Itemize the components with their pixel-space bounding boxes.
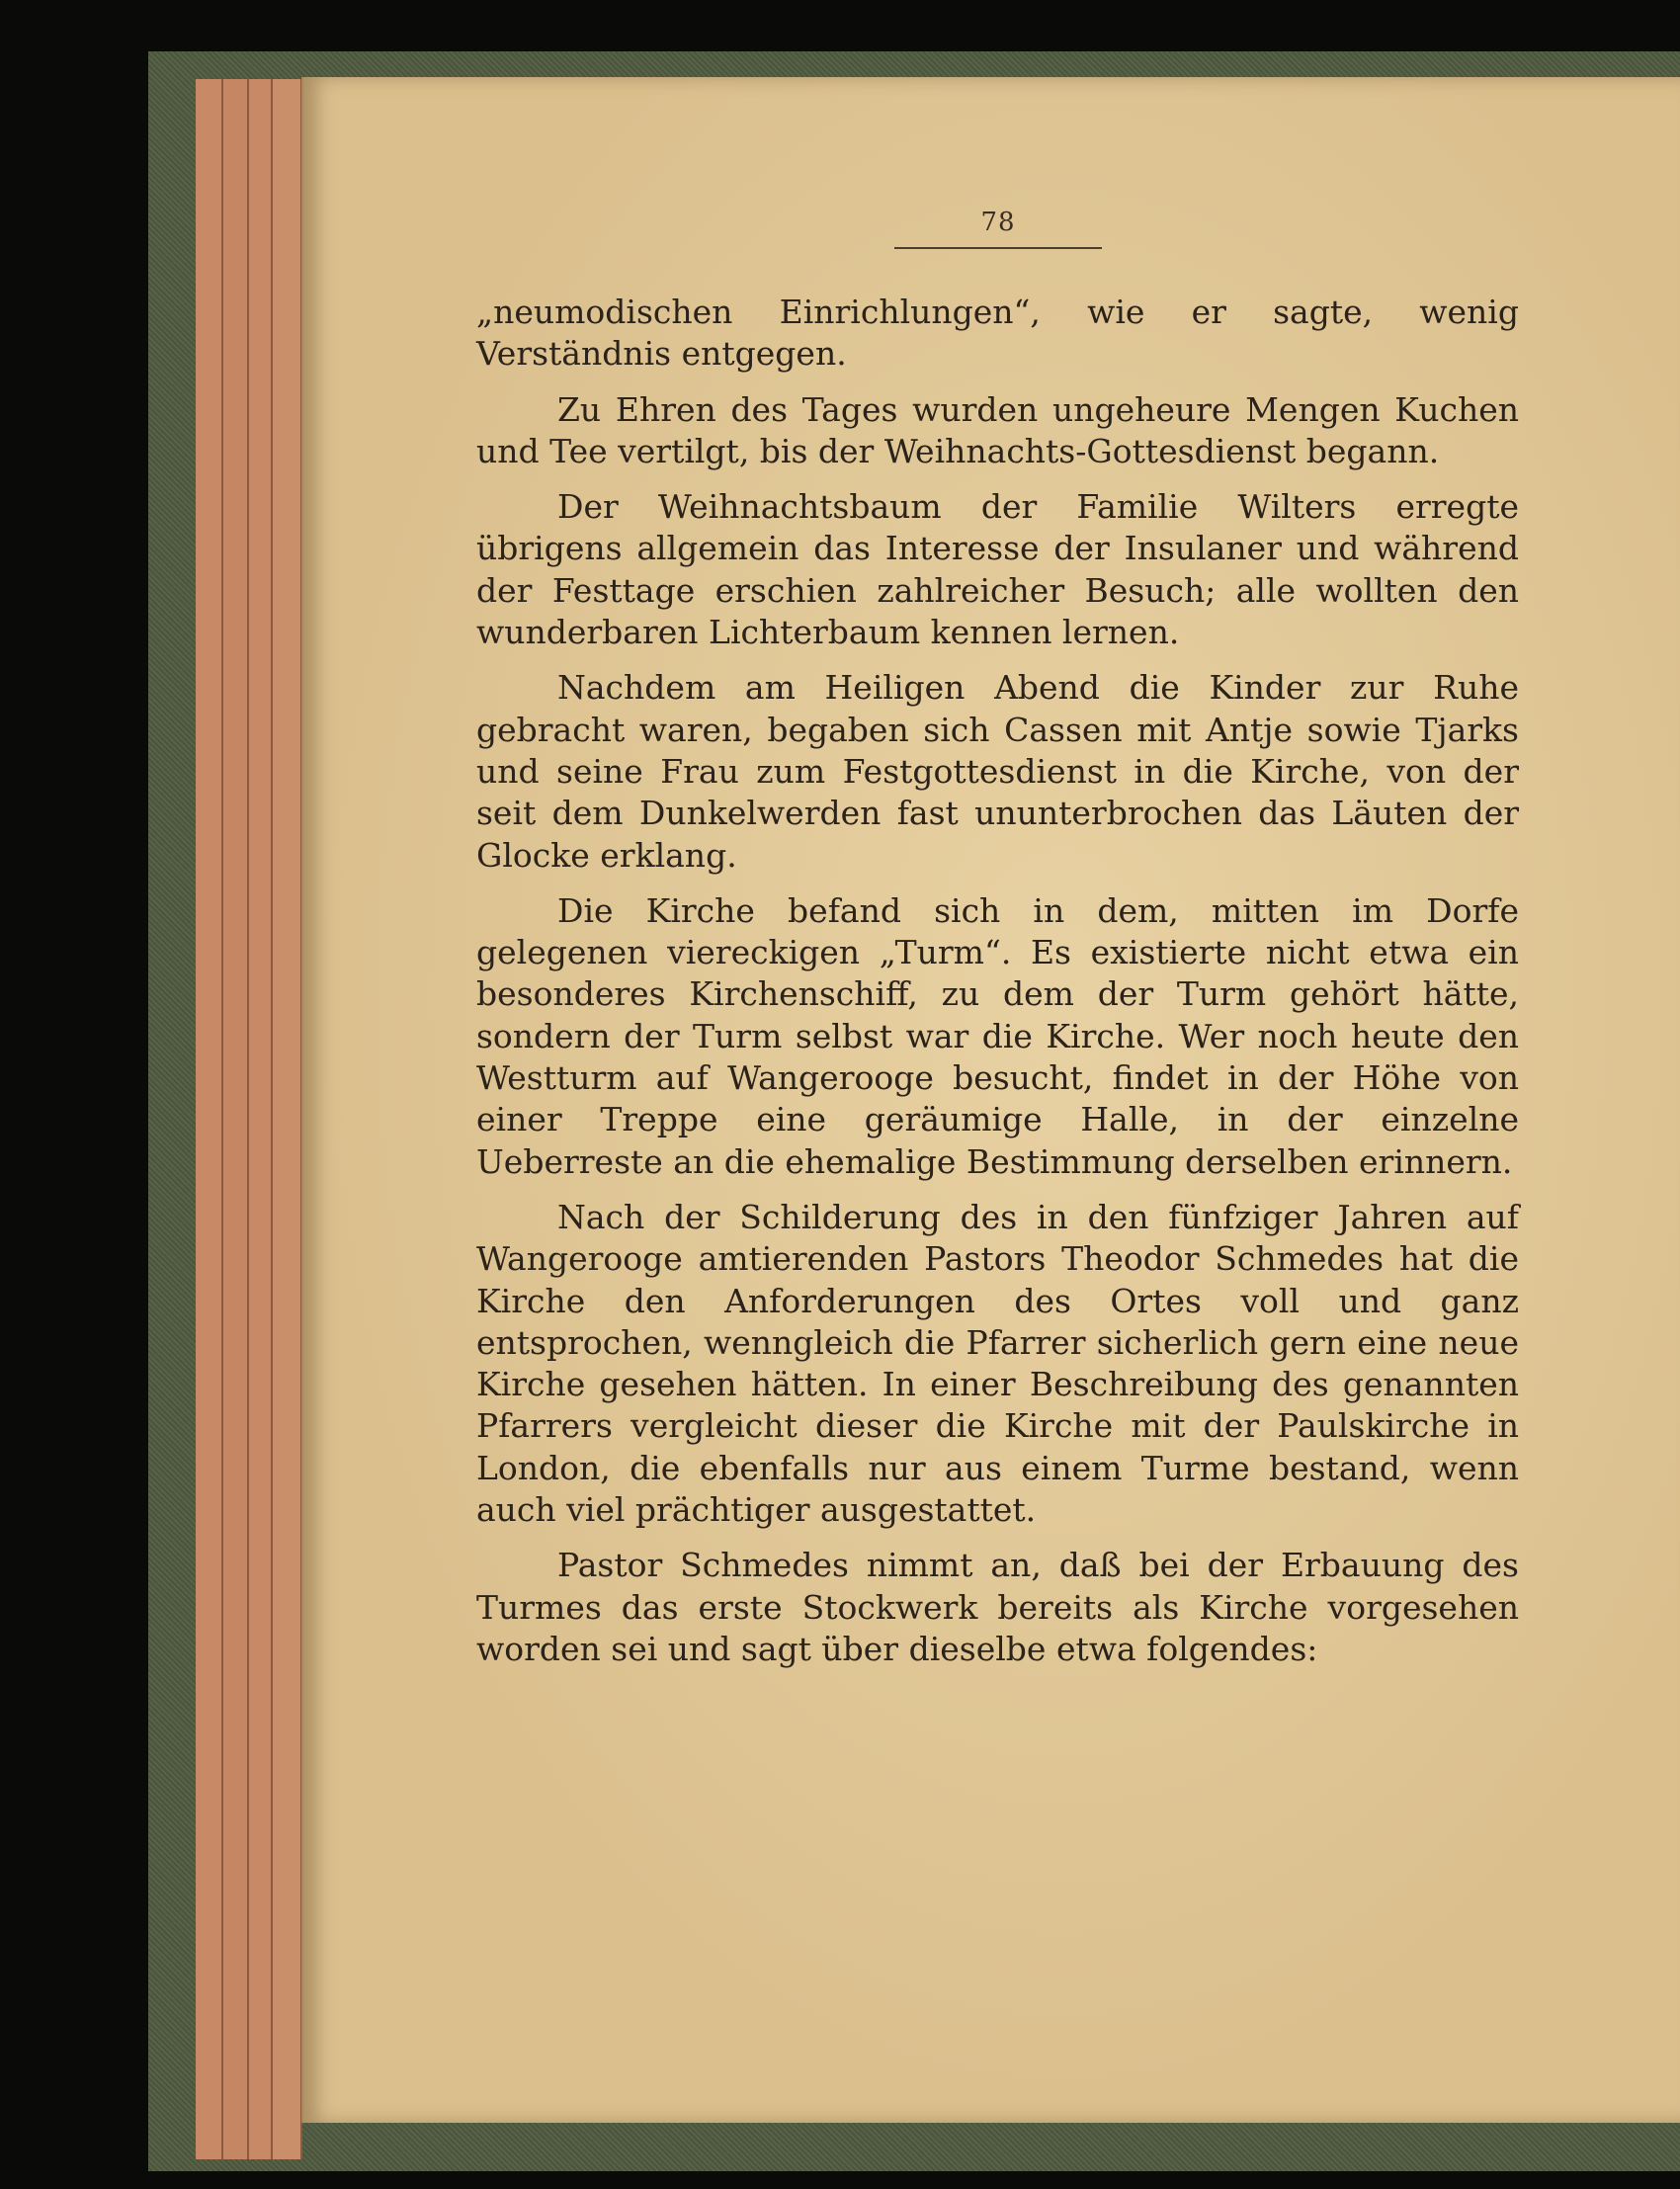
paragraph: „neumodischen Einrichlungen“, wie er sagte, wenig Verständnis entgegen. [476,293,1519,374]
paragraph: Der Weihnachtsbaum der Familie Wilters erregte übrigens allgemein das Interesse der Insulaner und während der Festtage erschien zahlreicher Besuch; alle wollten den wunderbaren Lichterbaum kennen lernen. [476,487,1519,652]
paragraph: Die Kirche befand sich in dem, mitten im Dorfe gelegenen viereckigen „Turm“. Es existierte nicht etwa ein besonderes Kirchenschiff, zu dem der Turm gehört hätte, sondern der Turm selbst war die Kirche. Wer noch heute den Westturm auf Wangerooge besucht, findet in der Höhe von einer Treppe eine geräumige Halle, in der einzelne Ueberreste an die ehemalige Bestimmung derselben erinnern. [476,890,1519,1181]
page-edge [273,79,302,2159]
paragraph: Pastor Schmedes nimmt an, daß bei der Erbauung des Turmes das erste Stockwerk bereits als Kirche vorgesehen worden sei und sagt über dieselbe etwa folgendes: [476,1546,1519,1668]
page-edge [196,79,223,2159]
paragraph: Zu Ehren des Tages wurden ungeheure Mengen Kuchen und Tee vertilgt, bis der Weihnachts-Gottesdienst begann. [476,389,1519,470]
page-number: 78 [980,208,1016,237]
paragraph: Nachdem am Heiligen Abend die Kinder zur Ruhe gebracht waren, begaben sich Cassen mit Antje sowie Tjarks und seine Frau zum Festgottesdienst in die Kirche, von der seit dem Dunkelwerden fast ununterbrochen das Läuten der Glocke erklang. [476,668,1519,875]
paragraph: Nach der Schilderung des in den fünfziger Jahren auf Wangerooge amtierenden Pastors Theodor Schmedes hat die Kirche den Anforderungen des Ortes voll und ganz entsprochen, wenngleich die Pfarrer sicherlich gern eine neue Kirche gesehen hätten. In einer Beschreibung des genannten Pfarrers vergleicht dieser die Kirche mit der Paulskirche in London, die ebenfalls nur aus einem Turme bestand, wenn auch viel prächtiger ausgestattet. [476,1197,1519,1530]
page-body [476,292,1519,1670]
page-edge [223,79,249,2159]
page-edge [249,79,273,2159]
header-rule [894,247,1102,249]
